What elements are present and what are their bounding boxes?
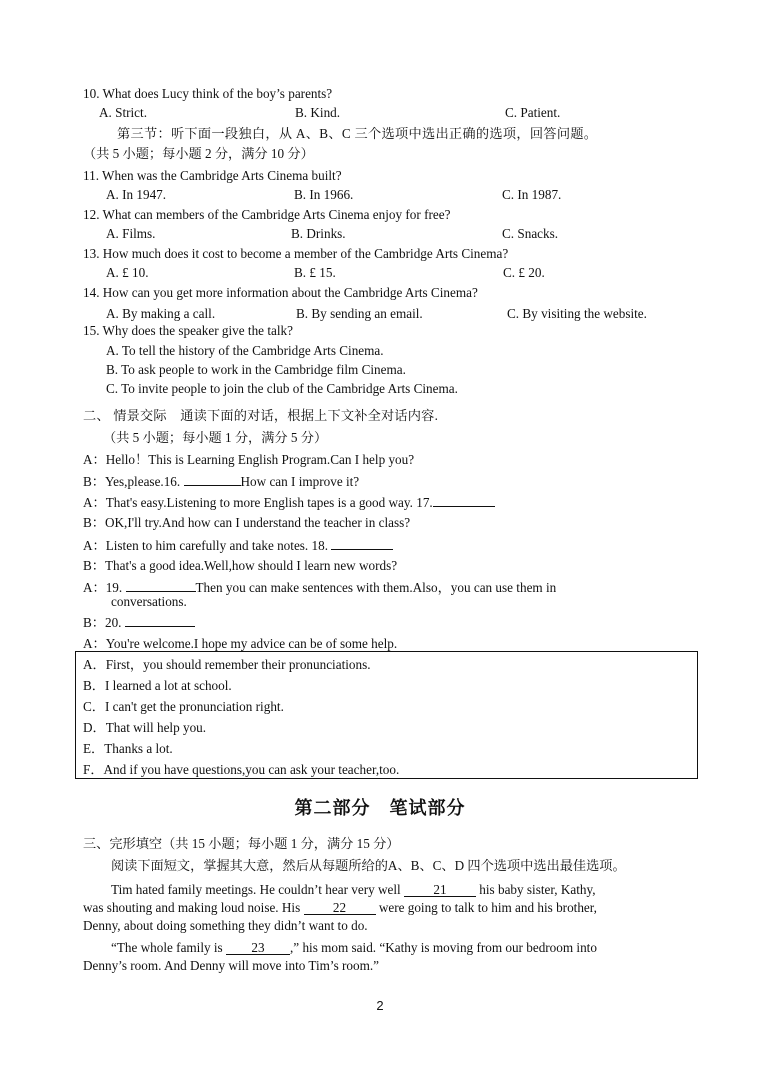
dialogue-line-2: B：Yes,please.16. How can I improve it? (83, 474, 360, 489)
passage-line-4: “The whole family is 23 ,” his mom said. “Kathy is moving from our bedroom into (111, 940, 597, 955)
q13-option-b: B. £ 15. (294, 265, 336, 280)
section-3-scoring: （共 5 小题；每小题 2 分，满分 10 分） (83, 146, 314, 161)
passage-line-1: Tim hated family meetings. He couldn’t hear very well 21 his baby sister, Kathy, (111, 882, 596, 897)
dialogue-line-5: A：Listen to him carefully and take notes. 18. (83, 537, 393, 554)
option-c: C．I can't get the pronunciation right. (83, 699, 284, 714)
q12-option-c: C. Snacks. (502, 226, 559, 241)
q10-option-a: A. Strict. (99, 105, 147, 120)
passage-line-5: Denny’s room. And Denny will move into Tim’s room.” (83, 958, 379, 973)
blank-23[interactable]: 23 (226, 941, 290, 955)
option-d: D．That will help you. (83, 720, 207, 735)
question-13-stem: 13. How much does it cost to become a member of the Cambridge Arts Cinema? (83, 246, 509, 261)
blank-18[interactable] (331, 537, 393, 550)
q13-option-c: C. £ 20. (503, 265, 545, 280)
q11-option-a: A. In 1947. (106, 187, 167, 202)
blank-19[interactable] (126, 579, 196, 592)
question-10-stem: 10. What does Lucy think of the boy’s parents? (83, 86, 333, 101)
question-12-stem: 12. What can members of the Cambridge Arts Cinema enjoy for free? (83, 207, 451, 222)
page-number: 2 (376, 998, 384, 1013)
part-written-heading: 第二部分 笔试部分 (294, 798, 466, 819)
option-f: F．And if you have questions,you can ask your teacher,too. (83, 762, 400, 777)
passage-line-2: was shouting and making loud noise. His 22 were going to talk to him and his brother, (83, 900, 597, 915)
dialogue-line-4: B：OK,I'll try.And how can I understand the teacher in class? (83, 515, 411, 530)
q10-option-b: B. Kind. (295, 105, 341, 120)
blank-22[interactable]: 22 (304, 901, 376, 915)
q14-option-a: A. By making a call. (106, 306, 216, 321)
section-3-instruction: 第三节：听下面一段独白，从 A、B、C 三个选项中选出正确的选项，回答问题。 (117, 126, 598, 141)
q13-option-a: A. £ 10. (106, 265, 149, 280)
passage-line-3: Denny, about doing something they didn’t want to do. (83, 918, 368, 933)
q15-option-a: A. To tell the history of the Cambridge Arts Cinema. (106, 343, 384, 358)
part-3-instruction: 阅读下面短文，掌握其大意，然后从每题所给的A、B、C、D 四个选项中选出最佳选项。 (111, 858, 626, 873)
part-3-title: 三、完形填空（共 15 小题；每小题 1 分，满分 15 分） (83, 836, 400, 851)
part-2-scoring: （共 5 小题；每小题 1 分，满分 5 分） (103, 430, 328, 445)
q10-option-c: C. Patient. (505, 105, 561, 120)
dialogue-line-7-cont: conversations. (111, 594, 187, 609)
q11-option-c: C. In 1987. (502, 187, 562, 202)
option-a: A．First，you should remember their pronunciations. (83, 657, 371, 672)
question-14-stem: 14. How can you get more information about the Cambridge Arts Cinema? (83, 285, 478, 300)
dialogue-line-6: B：That's a good idea.Well,how should I learn new words? (83, 558, 398, 573)
q12-option-b: B. Drinks. (291, 226, 346, 241)
question-15-stem: 15. Why does the speaker give the talk? (83, 323, 293, 338)
dialogue-line-7: A：19. Then you can make sentences with them.Also，you can use them in (83, 580, 557, 595)
option-e: E．Thanks a lot. (83, 741, 173, 756)
part-2-title: 二、 情景交际 通读下面的对话，根据上下文补全对话内容. (83, 408, 439, 423)
blank-17[interactable] (433, 494, 495, 507)
q15-option-b: B. To ask people to work in the Cambridge film Cinema. (106, 362, 406, 377)
option-b: B．I learned a lot at school. (83, 678, 232, 693)
q14-option-c: C. By visiting the website. (507, 306, 647, 321)
dialogue-line-9: A：You're welcome.I hope my advice can be of some help. (83, 636, 398, 651)
q11-option-b: B. In 1966. (294, 187, 354, 202)
q14-option-b: B. By sending an email. (296, 306, 423, 321)
question-11-stem: 11. When was the Cambridge Arts Cinema built? (83, 168, 342, 183)
blank-21[interactable]: 21 (404, 883, 476, 897)
blank-20[interactable] (125, 614, 195, 627)
blank-16[interactable] (184, 473, 241, 486)
dialogue-line-3: A：That's easy.Listening to more English tapes is a good way. 17. (83, 494, 495, 511)
q12-option-a: A. Films. (106, 226, 156, 241)
dialogue-line-1: A：Hello！This is Learning English Program.Can I help you? (83, 452, 415, 467)
q15-option-c: C. To invite people to join the club of the Cambridge Arts Cinema. (106, 381, 458, 396)
dialogue-line-8: B：20. (83, 614, 195, 631)
